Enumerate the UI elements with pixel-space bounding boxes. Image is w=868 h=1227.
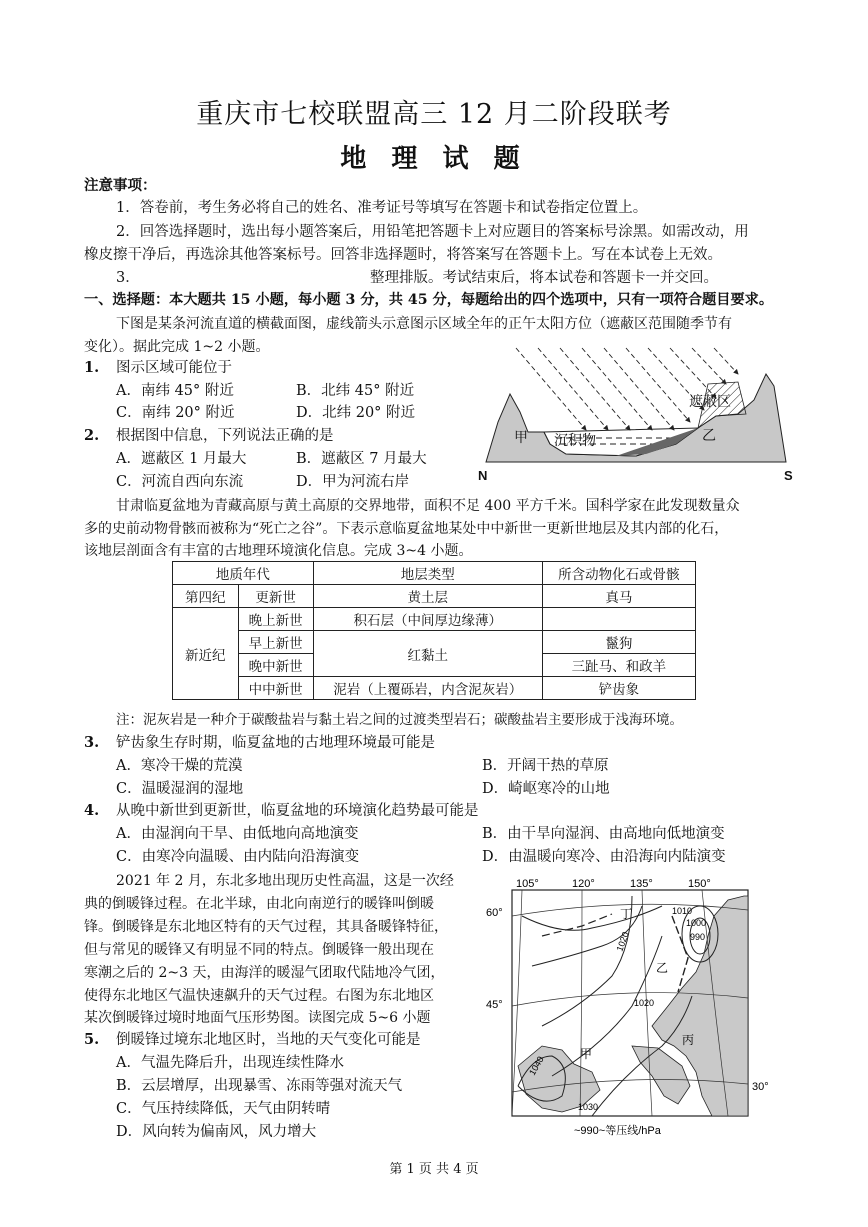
map-label-ding: 丁 <box>620 907 633 921</box>
table-cell-era: 第四纪 <box>173 585 239 608</box>
q3-option-d: D．崎岖寒冷的山地 <box>482 781 610 797</box>
table-note: 注：泥灰岩是一种介于碳酸盐岩与黏土岩之间的过渡类型岩石；碳酸盐岩主要形成于浅海环境。 <box>116 712 683 728</box>
q3-stem: 铲齿象生存时期，临夏盆地的古地理环境最可能是 <box>116 735 435 751</box>
map-label-yi: 乙 <box>656 961 669 975</box>
figure1-sediment-label: 沉积物 <box>554 434 596 449</box>
q2-option-a: A．遮蔽区 1 月最大 <box>116 451 247 467</box>
table-header-fossil: 所含动物化石或骨骸 <box>542 562 695 585</box>
map-lon-105: 105° <box>516 878 539 890</box>
notice-item-3-text: 整理排版。考试结束后，将本试卷和答题卡一并交回。 <box>370 270 718 286</box>
table-header-era: 地质年代 <box>173 562 314 585</box>
notice-item-2-line2: 橡皮擦干净后，再选涂其他答案标号。回答非选择题时，将答案写在答题卡上。写在本试卷上无效。 <box>84 247 722 263</box>
figure1-shade-label: 遮蔽区 <box>689 395 731 410</box>
q4-option-a: A．由湿润向干旱、由低地向高地演变 <box>116 826 359 842</box>
table-cell-epoch: 更新世 <box>238 585 313 608</box>
q3-option-b: B．开阔干热的草原 <box>482 758 609 774</box>
map-iso-1030: 1030 <box>578 1102 599 1112</box>
q2-option-b: B．遮蔽区 7 月最大 <box>296 451 427 467</box>
strata-table <box>172 561 696 700</box>
map-lat-45: 45° <box>486 999 503 1011</box>
table-cell-era-neogene: 新近纪 <box>173 608 239 700</box>
q5-option-a: A．气温先降后升，出现连续性降水 <box>116 1055 344 1071</box>
map-iso-1020: 1020 <box>614 930 631 953</box>
intro-q5-6-line2: 典的倒暖锋过程。在北半球，由北向南逆行的暖锋叫倒暖 <box>84 896 434 912</box>
q5-option-b: B．云层增厚，出现暴雪、冻雨等强对流天气 <box>116 1078 403 1094</box>
map-label-bing: 丙 <box>682 1033 695 1047</box>
table-cell-epoch: 晚上新世 <box>238 608 313 631</box>
q4-option-b: B．由干旱向湿润、由高地向低地演变 <box>482 826 725 842</box>
map-label-jia: 甲 <box>580 1047 593 1061</box>
notice-item-1: 1．答卷前，考生务必将自己的姓名、准考证号等填写在答题卡和试卷指定位置上。 <box>116 200 648 216</box>
intro-q5-6-line4: 但与常见的暖锋又有明显不同的特点。倒暖锋一般出现在 <box>84 942 434 958</box>
figure1-jia-label: 甲 <box>514 431 528 446</box>
intro-q3-4-line2: 多的史前动物骨骸而被称为“死亡之谷”。下表示意临夏盆地某处中中新世一更新世地层及其内部的化石， <box>84 521 729 537</box>
table-cell-layer: 泥岩（上覆砾岩，内含泥灰岩） <box>313 677 542 700</box>
table-cell-epoch: 中中新世 <box>238 677 313 700</box>
q5-stem: 倒暖锋过境东北地区时，当地的天气变化可能是 <box>116 1032 421 1048</box>
intro-q1-2-line1: 下图是某条河流直道的横截面图，虚线箭头示意图示区域全年的正午太阳方位（遮蔽区范围随季节有 <box>116 316 732 332</box>
exam-subtitle: 地 理 试 题 <box>340 144 528 174</box>
map-legend: ~990~等压线/hPa <box>574 1125 661 1137</box>
q3-option-a: A．寒冷干燥的荒漠 <box>116 758 243 774</box>
q5-number: 5. <box>84 1031 100 1048</box>
exam-title: 重庆市七校联盟高三 12 月二阶段联考 <box>196 99 672 130</box>
intro-q3-4-line3: 该地层剖面含有丰富的古地理环境演化信息。完成 3~4 小题。 <box>84 543 473 559</box>
table-cell-fossil: 铲齿象 <box>542 677 695 700</box>
table-cell-epoch: 早上新世 <box>238 631 313 654</box>
map-lon-135: 135° <box>630 878 653 890</box>
table-cell-fossil: 鬣狗 <box>542 631 695 654</box>
q2-stem: 根据图中信息，下列说法正确的是 <box>116 428 334 444</box>
table-row <box>173 677 696 700</box>
notice-heading: 注意事项： <box>84 177 157 194</box>
q1-option-a: A．南纬 45° 附近 <box>116 383 234 399</box>
intro-q5-6-line6: 使得东北地区气温快速飙升的天气过程。右图为东北地区 <box>84 988 434 1004</box>
map-lon-150: 150° <box>688 878 711 890</box>
figure1-south-label: S <box>784 468 793 483</box>
notice-item-2-line1: 2．回答选择题时，选出每小题答案后，用铅笔把答题卡上对应题目的答案标号涂黑。如需改动，用 <box>116 224 749 240</box>
map-iso-990: 990 <box>690 932 706 942</box>
q2-option-c: C．河流自西向东流 <box>116 474 244 490</box>
page-footer: 第 1 页 共 4 页 <box>389 1162 479 1177</box>
map-lon-120: 120° <box>572 878 595 890</box>
intro-q5-6-line1: 2021 年 2 月，东北多地出现历史性高温，这是一次经 <box>116 873 454 889</box>
table-header-layer: 地层类型 <box>313 562 542 585</box>
intro-q3-4-line1: 甘肃临夏盆地为青藏高原与黄土高原的交界地带，面积不足 400 平方千米。国科学家在此发现数量众 <box>116 498 740 514</box>
table-cell-layer: 黄土层 <box>313 585 542 608</box>
figure1-north-label: N <box>478 468 488 483</box>
table-row <box>173 585 696 608</box>
table-row <box>173 562 696 585</box>
table-row <box>173 631 696 654</box>
map-iso-1020b: 1020 <box>634 998 655 1008</box>
table-cell-fossil: 真马 <box>542 585 695 608</box>
table-cell-layer: 红黏土 <box>313 631 542 677</box>
intro-q5-6-line5: 寒潮之后的 2~3 天，由海洋的暖湿气团取代陆地冷气团， <box>84 965 445 981</box>
q1-option-b: B．北纬 45° 附近 <box>296 383 415 399</box>
q1-option-c: C．南纬 20° 附近 <box>116 405 235 421</box>
river-cross-section-figure <box>476 344 798 486</box>
q1-stem: 图示区域可能位于 <box>116 360 232 376</box>
section-1-heading: 一、选择题：本大题共 15 小题，每小题 3 分，共 45 分，每题给出的四个选项中，只有一项符合题目要求。 <box>84 292 774 308</box>
map-iso-1040: 1040 <box>527 1054 546 1077</box>
intro-q5-6-line3: 锋。倒暖锋是东北地区特有的天气过程，其具备暖锋特征， <box>84 919 448 935</box>
q4-option-c: C．由寒冷向温暖、由内陆向沿海演变 <box>116 849 360 865</box>
intro-q1-2-line2: 变化）。据此完成 1~2 小题。 <box>84 339 270 355</box>
table-cell-epoch: 晚中新世 <box>238 654 313 677</box>
map-iso-1010: 1010 <box>672 906 693 916</box>
table-row <box>173 608 696 631</box>
q5-option-c: C．气压持续降低，天气由阴转晴 <box>116 1101 331 1117</box>
q2-number: 2. <box>84 427 100 444</box>
table-cell-fossil: 三趾马、和政羊 <box>542 654 695 677</box>
q4-option-d: D．由温暖向寒冷、由沿海向内陆演变 <box>482 849 726 865</box>
table-cell-fossil <box>542 608 695 631</box>
q3-number: 3. <box>84 734 100 751</box>
q5-option-d: D．风向转为偏南风，风力增大 <box>116 1124 317 1140</box>
map-lat-30: 30° <box>752 1081 769 1093</box>
map-iso-1000: 1000 <box>686 918 707 928</box>
table-cell-layer: 积石层（中间厚边缘薄） <box>313 608 542 631</box>
map-lat-60: 60° <box>486 907 503 919</box>
q4-number: 4. <box>84 802 100 819</box>
q1-number: 1. <box>84 359 100 376</box>
q1-option-d: D．北纬 20° 附近 <box>296 405 416 421</box>
q2-option-d: D．甲为河流右岸 <box>296 474 410 490</box>
intro-q5-6-line7: 某次倒暖锋过境时地面气压形势图。读图完成 5~6 小题 <box>84 1010 431 1026</box>
figure1-yi-label: 乙 <box>702 429 716 444</box>
q3-option-c: C．温暖湿润的湿地 <box>116 781 244 797</box>
q4-stem: 从晚中新世到更新世，临夏盆地的环境演化趋势最可能是 <box>116 803 479 819</box>
pressure-map-figure <box>482 876 782 1142</box>
notice-item-3-num: 3． <box>116 270 140 286</box>
